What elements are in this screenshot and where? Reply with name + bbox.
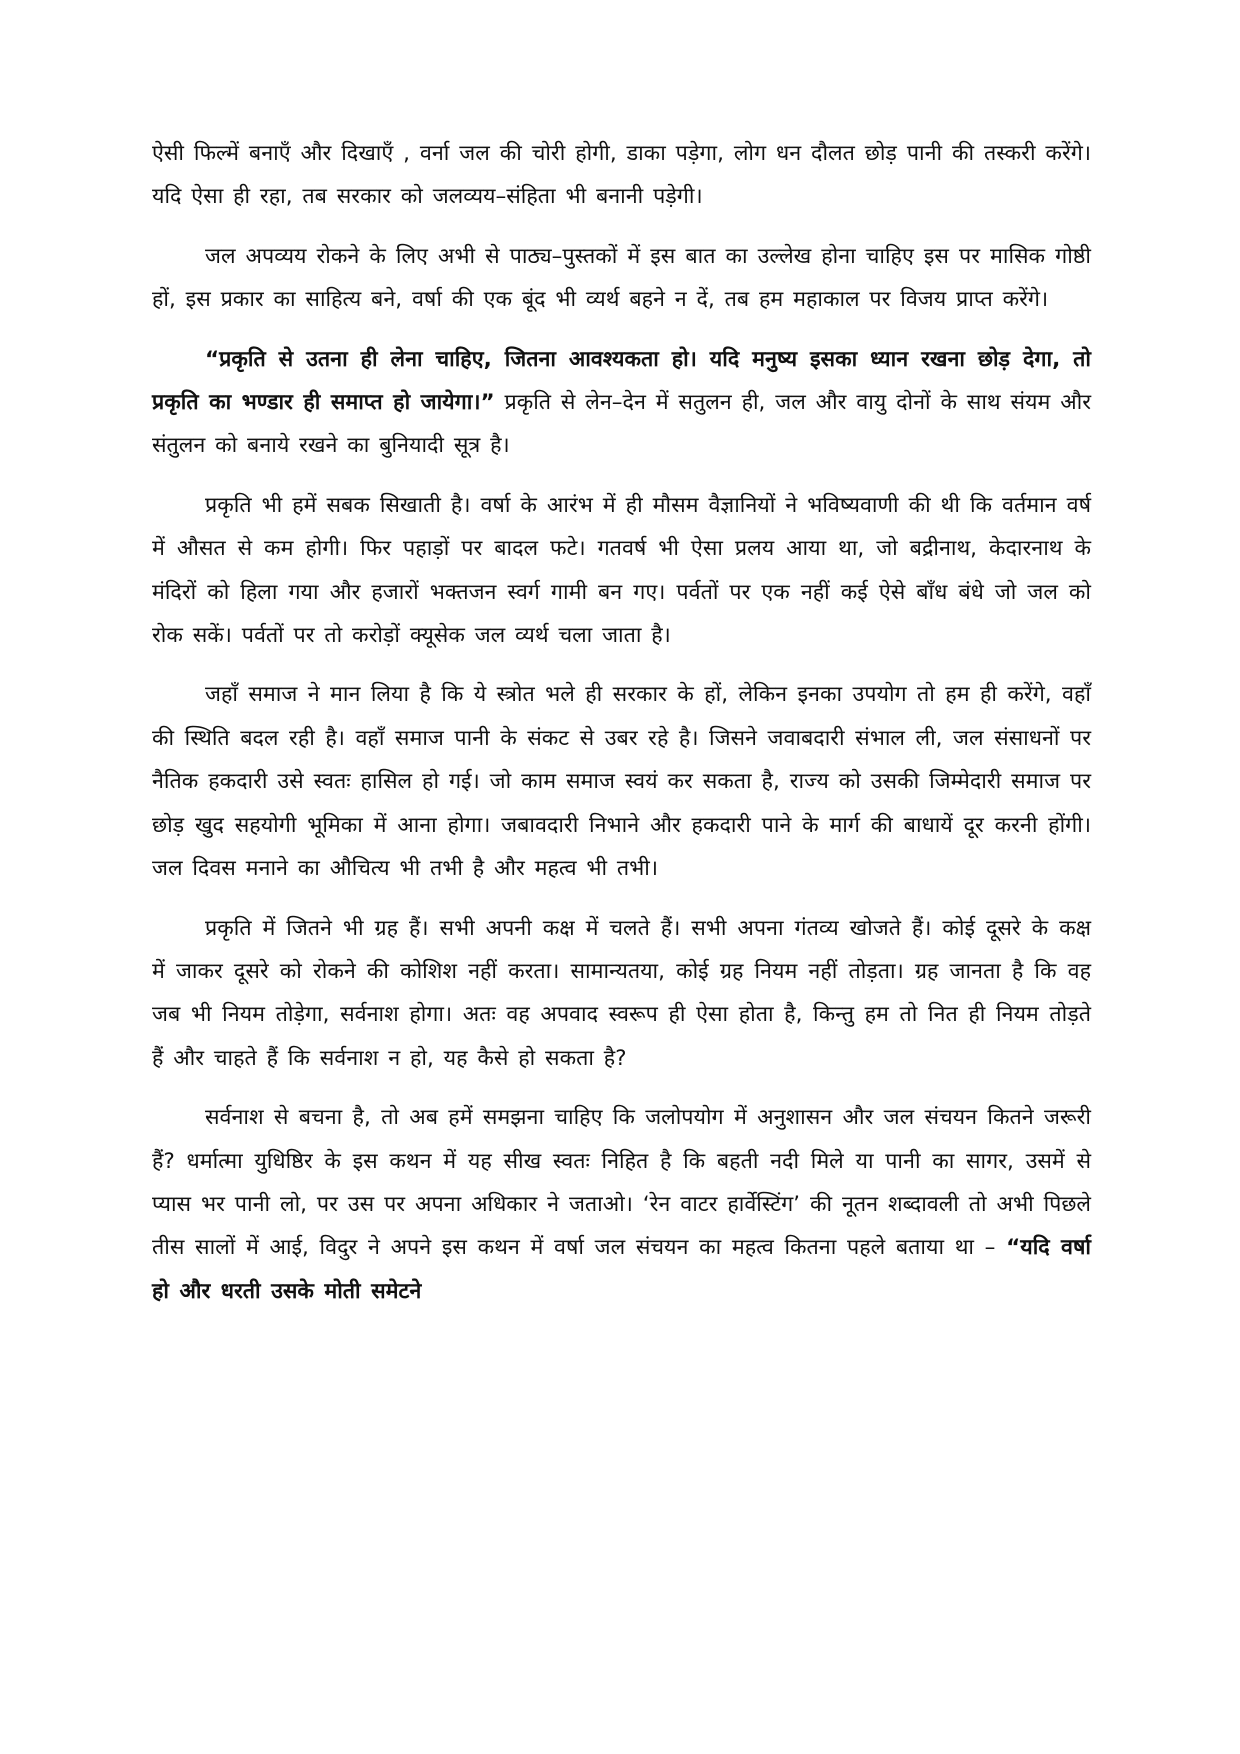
paragraph-text: जल अपव्यय रोकने के लिए अभी से पाठ्य–पुस्तकों में इस बात का उल्लेख होना चाहिए इस पर मासिक गोष्ठी हों, इस प्रकार का साहित्य बने, वर्षा की एक बूंद भी व्यर्थ बहने न दें, तब हम महाकाल पर विजय प्राप्त करेंगे। xyxy=(152,243,1091,313)
paragraph xyxy=(152,907,1091,1081)
paragraph-text: जहाँ समाज ने मान लिया है कि ये स्त्रोत भले ही सरकार के हों, लेकिन इनका उपयोग तो हम ही करेंगे, वहाँ की स्थिति बदल रही है। वहाँ समाज पानी के संकट से उबर रहे है। जिसने जवाबदारी संभाल ली, जल संसाधनों पर नैतिक हकदारी उसे स्वतः हासिल हो गई। जो काम समाज स्वयं कर सकता है, राज्य को उसकी जिम्मेदारी समाज पर छोड़ खुद सहयोगी भूमिका में आना होगा। जबावदारी निभाने और हकदारी पाने के मार्ग की बाधायें दूर करनी होंगी। जल दिवस मनाने का औचित्य भी तभी है और महत्व भी तभी। xyxy=(152,682,1091,882)
paragraph xyxy=(152,1096,1091,1313)
paragraph-text: प्रकृति में जितने भी ग्रह हैं। सभी अपनी कक्ष में चलते हैं। सभी अपना गंतव्य खोजते हैं। कोई दूसरे के कक्ष में जाकर दूसरे को रोकने की कोशिश नहीं करता। सामान्यतया, कोई ग्रह नियम नहीं तोड़ता। ग्रह जानता है कि वह जब भी नियम तोड़ेगा, सर्वनाश होगा। अतः वह अपवाद स्वरूप ही ऐसा होता है, किन्तु हम तो नित ही नियम तोड़ते हैं और चाहते हैं कि सर्वनाश न हो, यह कैसे हो सकता है? xyxy=(152,915,1091,1071)
paragraph xyxy=(152,338,1091,468)
paragraph-text: सर्वनाश से बचना है, तो अब हमें समझना चाहिए कि जलोपयोग में अनुशासन और जल संचयन कितने जरूरी हैं? धर्मात्मा युधिष्ठिर के इस कथन में यह सीख स्वतः निहित है कि बहती नदी मिले या पानी का सागर, उसमें से प्यास भर पानी लो, पर उस पर अपना अधिकार ने जताओ। ‘रेन वाटर हार्वेस्टिंग’ की नूतन शब्दावली तो अभी पिछले तीस सालों में आई, विदुर ने अपने इस कथन में वर्षा जल संचयन का महत्व कितना पहले बताया था – xyxy=(152,1105,1091,1261)
paragraph xyxy=(152,484,1091,658)
quote-text: “प्रकृति से उतना ही लेना चाहिए, जितना आवश्यकता हो। यदि मनुष्य इसका ध्यान रखना छोड़ देगा, तो प्रकृति का भण्डार ही समाप्त हो जायेगा।” xyxy=(152,346,1091,416)
paragraph-text: प्रकृति से लेन–देन में सतुलन ही, जल और वायु दोनों के साथ संयम और संतुलन को बनाये रखने का बुनियादी सूत्र है। xyxy=(152,390,1091,459)
quote-text: “यदि वर्षा हो और धरती उसके मोती समेटने xyxy=(152,1235,1091,1304)
paragraph-text: प्रकृति भी हमें सबक सिखाती है। वर्षा के आरंभ में ही मौसम वैज्ञानियों ने भविष्यवाणी की थी कि वर्तमान वर्ष में औसत से कम होगी। फिर पहाड़ों पर बादल फटे। गतवर्ष भी ऐसा प्रलय आया था, जो बद्रीनाथ, केदारनाथ के मंदिरों को हिला गया और हजारों भक्तजन स्वर्ग गामी बन गए। पर्वतों पर एक नहीं कई ऐसे बाँध बंधे जो जल को रोक सकें। पर्वतों पर तो करोड़ों क्यूसेक जल व्यर्थ चला जाता है। xyxy=(152,492,1091,649)
paragraph-text: ऐसी फिल्में बनाएँ और दिखाएँ , वर्ना जल की चोरी होगी, डाका पड़ेगा, लोग धन दौलत छोड़ पानी की तस्करी करेंगे। यदि ऐसा ही रहा, तब सरकार को जलव्यय–संहिता भी बनानी पड़ेगी। xyxy=(152,141,1091,210)
paragraph xyxy=(152,673,1091,890)
paragraph xyxy=(152,132,1091,219)
paragraph xyxy=(152,235,1091,322)
body-text xyxy=(152,132,1091,1329)
